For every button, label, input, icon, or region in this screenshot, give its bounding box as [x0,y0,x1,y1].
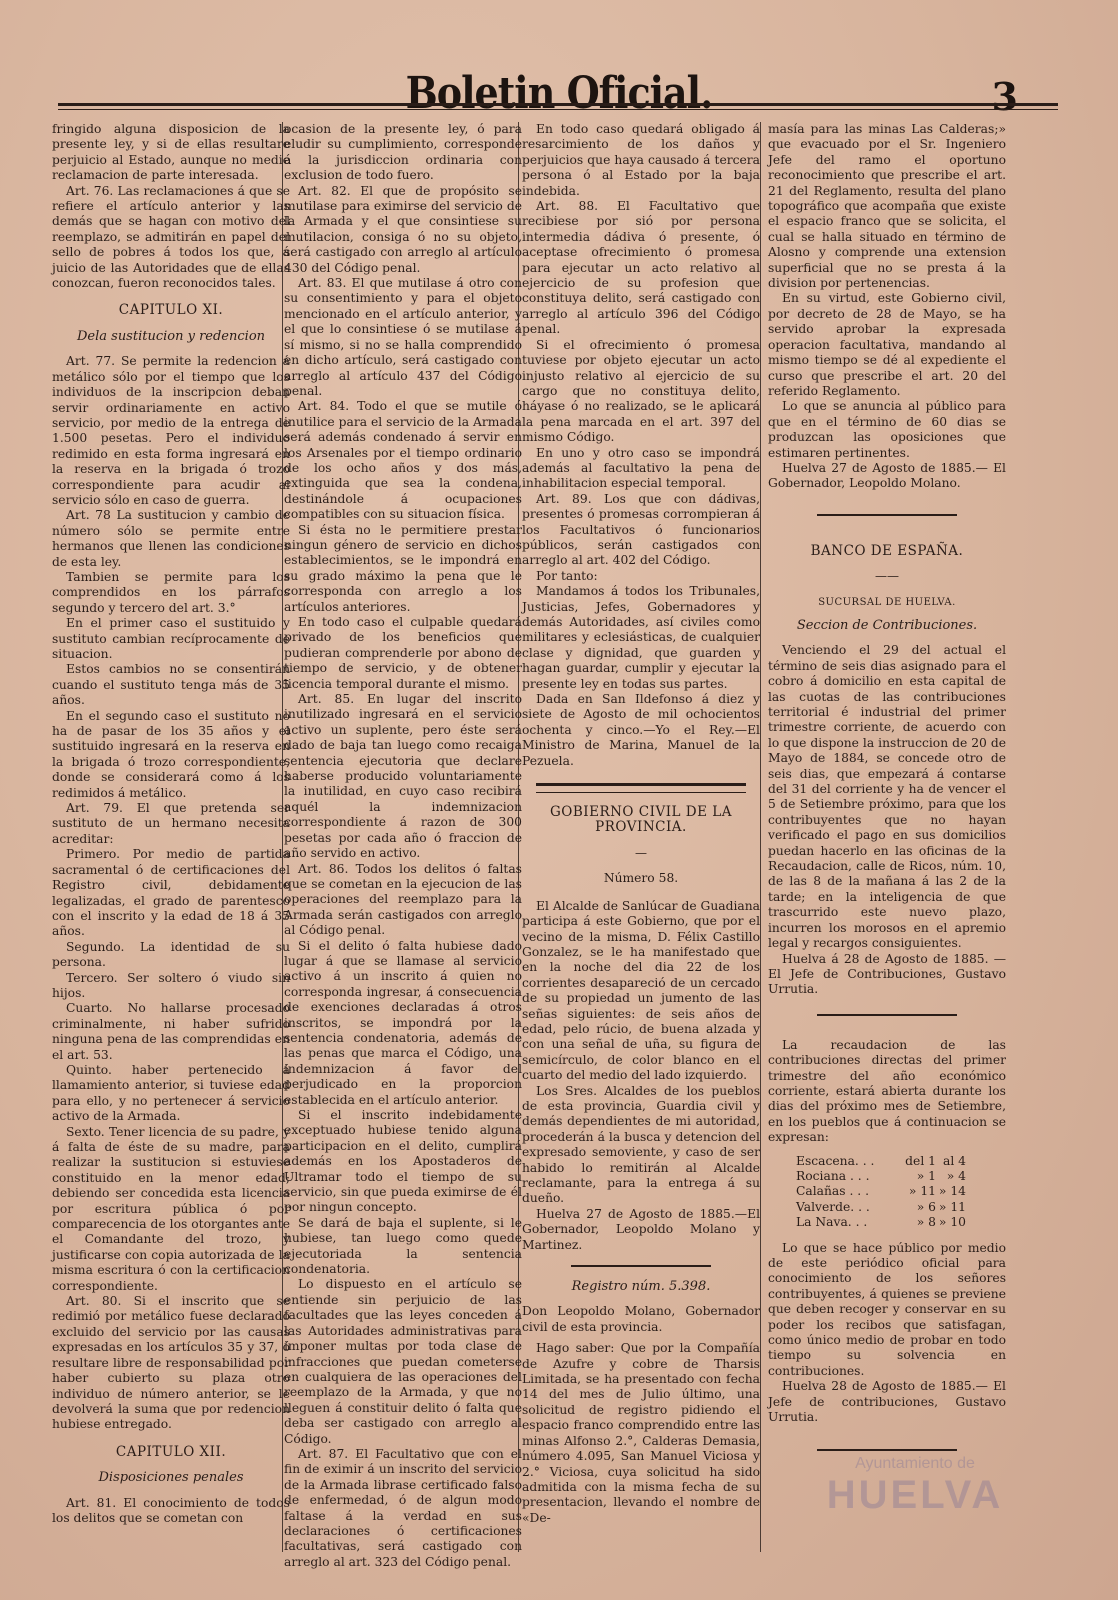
notice-number: Número 58. [603,871,679,886]
paragraph: Si el inscrito indebidamente exceptuado hubiese tenido alguna participacion en el delito, cumplirá además en los Apostaderos de Ultramar todo el tiempo de su servicio, sin que pueda eximirse de él por ningun concepto. [284,1108,522,1215]
paragraph: Quinto. haber pertenecido á llamamiento anterior, si tuviese edad para ello, y no pertenecer á servicio activo de la Armada. [52,1062,290,1124]
dash-separator: — [635,845,647,860]
section-divider [817,1014,957,1016]
section-heading: GOBIERNO CIVIL DE LA PROVINCIA. [550,804,732,836]
town-end-day: » 11 [938,1199,966,1214]
list-item [796,1184,1006,1199]
paragraph: Art. 88. El Facultativo que recibiese por sió por persona intermedia dádiva ó presente, ó aceptase ofrecimiento ó promesa para ejecutar un acto relativo al ejercicio de su profesion que constituya delito, será castigado con arreglo al artículo 396 del Código penal. [522,199,760,337]
chapter-heading: CAPITULO XII. [115,1443,227,1460]
paragraph: En el primer caso el sustituido y sustituto cambian recíprocamente de situacion. [52,616,290,661]
dash-separator: —— [875,569,899,584]
paragraph: Lo que se hace público por medio de este periódico oficial para conocimiento de los señores contribuyentes, á quienes se previene que deben recoger y conservar en su poder los recibos que satisfagan, como único medio de probar en todo tiempo su solvencia en contribuciones. [768,1240,1006,1378]
paragraph: Venciendo el 29 del actual el término de seis dias asignado para el cobro á domicilio en esta capital de las cuotas de las contribuciones territorial é industrial del primer trimestre corriente, de acuerdo con lo que dispone la instruccion de 20 de Mayo de 1884, se concede otro de seis dias, que empezará á contarse del 31 del corriente y ha de vencer el 5 de Setiembre próximo, para que los contribuyentes que no hayan verificado el pago en sus domicilios puedan hacerlo en las oficinas de la Recaudacion, calle de Ricos, núm. 10, de las 8 de la mañana á las 2 de la tarde; en la inteligencia de que trascurrido este nuevo plazo, incurren los morosos en el apremio legal y recargos consiguientes. [768,643,1006,951]
section-subheading: Dela sustitucion y redencion [76,328,266,344]
section-divider [536,783,746,786]
section-subheading: Disposiciones penales [98,1470,244,1486]
town-name: Escacena. . . [796,1153,875,1168]
paragraph: Si el ofrecimiento ó promesa tuviese por objeto ejecutar un acto injusto relativo al ejercicio de su cargo que no constituya delito, háyase ó no realizado, se le aplicará la pena marcada en el art. 397 del mismo Código. [522,337,760,445]
paragraph: Tambien se permite para los comprendidos en los párrafos segundo y tercero del art. 3.° [52,569,290,615]
paragraph: Lo dispuesto en el artículo se entiende sin perjuicio de las facultades que las leyes conceden á las Autoridades administrativas para imponer multas por toda clase de infracciones que puedan cometerse en cualquiera de las operaciones del reemplazo de la Armada, y que no lleguen á constituir delito ó falta que deba ser castigado con arreglo al Código. [284,1277,522,1446]
paragraph: Huelva á 28 de Agosto de 1885. —El Jefe de Contribuciones, Gustavo Urrutia. [768,951,1006,997]
paragraph: Primero. Por medio de partida sacramental ó de certificaciones del Registro civil, debidamente legalizadas, el grado de parentesco con el inscrito y la edad de 18 á 35 años. [52,847,290,939]
town-name: Calañas . . . [796,1184,870,1199]
paragraph: Lo que se anuncia al público para que en el término de 60 dias se produzcan las oposiciones que estimaren pertinentes. [768,399,1006,460]
town-start-day: » 6 [916,1199,936,1214]
paragraph: Art. 81. El conocimiento de todos los delitos que se cometan con [52,1495,290,1525]
header-rule [58,103,1058,106]
section-divider [571,1265,711,1267]
town-end-day: » 14 [938,1184,966,1199]
paragraph: Art. 87. El Facultativo que con el fin de eximir á un inscrito del servicio de la Armada librase certificado falso de enfermedad, ó de algun modo faltase á la verdad en sus declaraciones ó certificaciones facultativas, será castigado con arreglo al art. 323 del Código penal. [284,1446,522,1569]
list-item [796,1169,1006,1184]
paragraph: Mandamos á todos los Tribunales, Justicias, Jefes, Gobernadores y demás Autoridades, así civiles como militares y eclesiásticas, de cualquier clase y dignidad, que guarden y hagan guardar, cumplir y ejecutar la presente ley en todas sus partes. [522,584,760,691]
paragraph: Estos cambios no se consentirán cuando el sustituto tenga más de 35 años. [52,662,290,708]
paragraph: Art. 80. Si el inscrito que se redimió por metálico fuese declarado excluido del servicio por las causas expresadas en los artículos 35 y 37, ó resultare libre de responsabilidad por haber cubierto su plaza otro individuo de número anterior, se le devolverá la suma que por redencion hubiese entregado. [52,1294,290,1432]
town-schedule [796,1154,1006,1231]
paragraph: Art. 82. El que de propósito se mutilase para eximirse del servicio de la Armada y el que consintiese su mutilacion, consiga ó no su objeto, será castigado con arreglo al artículo 430 del Código penal. [284,183,522,275]
paragraph: Cuarto. No hallarse procesado criminalmente, ni haber sufrido ninguna pena de las comprendidas en el art. 53. [52,1001,290,1062]
paragraph: En todo caso el culpable quedará privado de los beneficios que pudieran comprenderle por abono de tiempo de servicio, y de obtener licencia temporal durante el mismo. [284,615,522,691]
column-1 [52,122,290,1526]
paragraph: En uno y otro caso se impondrá además al facultativo la pena de inhabilitacion especial temporal. [522,445,760,491]
paragraph: En todo caso quedará obligado á resarcimiento de los daños y perjuicios que haya causado á tercera persona ó al Estado por la baja indebida. [522,122,760,198]
paragraph: masía para las minas Las Calderas;» que evacuado por el Sr. Ingeniero Jefe del ramo el oportuno reconocimiento que prescribe el art. 21 del Reglamento, resulta del plano topográfico que acompaña que existe el espacio franco que se solicita, el cual se halla situado en término de Alosno y comprende una extension superficial que no se presta á la division por pertenencias. [768,122,1006,291]
column-4 [768,122,1006,1463]
paragraph: Si el delito ó falta hubiese dado lugar á que se llamase al servicio activo á un inscrito á quien no corresponda ingresar, á consecuencia de exenciones declaradas á otros inscritos, se impondrá por la sentencia condenatoria, además de las penas que marca el Código, una indemnizacion á favor del perjudicado en la proporcion establecida en el artículo anterior. [284,938,522,1107]
paragraph: Si ésta no le permitiere prestar ningun género de servicio en dichos establecimientos, se le impondrá en su grado máximo la pena que le corresponda con arreglo a los artículos anteriores. [284,522,522,614]
town-end-day: al 4 [943,1153,966,1168]
paragraph: Sexto. Tener licencia de su padre, y á falta de éste de su madre, para realizar la sustitucion si estuviese constituido en la menor edad; debiendo ser concedida esta licencia por escritura pública ó por comparecencia de los otorgantes ante el Comandante del trozo, y justificarse con copia autorizada de la misma escritura ó con la certificacion correspondiente. [52,1124,290,1293]
paragraph: Por tanto: [536,568,598,583]
paragraph: Art. 83. El que mutilase á otro con su consentimiento y para el objeto mencionado en el artículo anterior, y el que lo consintiese ó se mutilase á sí mismo, si no se halla comprendido en dicho artículo, será castigado con arreglo al artículo 437 del Código penal. [284,276,522,398]
newspaper-title: Boletin Oficial. [405,66,713,119]
paragraph: Hago saber: Que por la Compañía de Azufre y cobre de Tharsis Limitada, se ha presentado con fecha 14 del mes de Julio último, una solicitud de registro pidiendo el espacio franco comprendido entre las minas Alfonso 2.°, Calderas Demasia, número 4.095, San Manuel Viciosa y 2.° Viciosa, cuya solicitud ha sido admitida con la misma fecha de su presentacion, llevando el nombre de «De- [522,1341,760,1525]
town-end-day: » 10 [938,1215,966,1230]
paragraph: Segundo. La identidad de su persona. [52,939,290,970]
paragraph: Art. 84. Todo el que se mutile ó inutilice para el servicio de la Armada será además condenado á servir en los Arsenales por el tiempo ordinario de los ocho años y dos más, extinguida que sea la condena, destinándole á ocupaciones compatibles con su situacion física. [284,399,522,522]
section-subheading: Seccion de Contribuciones. [796,617,978,633]
paragraph: En el segundo caso el sustituto no ha de pasar de los 35 años y el sustituido ingresará en la reserva en la brigada ó trozo correspondiente, donde se considerará como á los redimidos á metálico. [52,708,290,800]
paragraph: Huelva 27 de Agosto de 1885.—El Gobernador, Leopoldo Molano y Martinez. [522,1206,760,1252]
watermark-line: Ayuntamiento de [855,1455,975,1472]
paragraph: Art. 78 La sustitucion y cambio de número sólo se permite entre hermanos que llenen las condiciones de esta ley. [52,508,290,569]
branch-heading: SUCURSAL DE HUELVA. [818,596,956,608]
paragraph: Art. 85. En lugar del inscrito inutilizado ingresará en el servicio activo un suplente, pero éste será dado de baja tan luego como recaiga sentencia ejecutoria que declare haberse producido voluntariamente la inutilidad, en cuyo caso recibirá aquél la indemnizacion correspondiente á razon de 300 pesetas por cada año ó fraccion de año servido en activo. [284,692,522,861]
town-name: Valverde. . . [796,1199,870,1214]
town-name: La Nava. . . [796,1215,868,1230]
town-name: Rociana . . . [796,1168,870,1183]
town-start-day: del 1 [905,1153,936,1168]
registry-number: Registro núm. 5.398. [571,1279,711,1295]
list-item [796,1215,1006,1230]
town-start-day: » 8 [916,1215,936,1230]
list-item [796,1200,1006,1215]
header-rule-thin [58,109,1058,110]
section-divider-thin [536,792,746,793]
paragraph: Se dará de baja el suplente, si le hubiese, tan luego como quede ejecutoriada la sentencia condenatoria. [284,1215,522,1277]
paragraph: Huelva 28 de Agosto de 1885.— El Jefe de contribuciones, Gustavo Urrutia. [768,1379,1006,1425]
section-heading: BANCO DE ESPAÑA. [810,542,964,559]
paragraph: fringido alguna disposicion de la presente ley, y si de ellas resultare perjuicio al Estado, aunque no medie reclamacion de parte interesada. [52,122,290,183]
paragraph: Art. 89. Los que con dádivas, presentes ó promesas corrompieran á los Facultativos ó funcionarios públicos, serán castigados con arreglo al art. 402 del Código. [522,491,760,568]
paragraph: Art. 76. Las reclamaciones á que se refiere el artículo anterior y las demás que se hagan con motivo del reemplazo, se admitirán en papel del sello de pobres á todos los que, á juicio de las Autoridades que de ellas conozcan, fueron reconocidos tales. [52,183,290,291]
paragraph: El Alcalde de Sanlúcar de Guadiana participa á este Gobierno, que por el vecino de la misma, D. Félix Castillo Gonzalez, se le ha manifestado que en la noche del dia 22 de los corrientes desapareció de un cercado de su propiedad un jumento de las señas siguientes: de seis años de edad, pelo rúcio, de buena alzada y con una señal de uña, su figura de semicírculo, de color blanco en el cuarto del medio del lado izquierdo. [522,898,760,1083]
paragraph: Tercero. Ser soltero ó viudo sin hijos. [52,970,290,1000]
page-number: 3 [991,74,1018,119]
list-item [796,1154,1006,1169]
paragraph: Don Leopoldo Molano, Gobernador civil de esta provincia. [522,1304,760,1334]
section-divider [817,1449,957,1451]
paragraph: Dada en San Ildefonso á diez y siete de Agosto de mil ochocientos ochenta y cinco.—Yo el Rey.—El Ministro de Marina, Manuel de la Pezuela. [522,692,760,768]
masthead [0,62,1118,122]
town-end-day: » 4 [946,1168,966,1183]
paragraph: En su virtud, este Gobierno civil, por decreto de 28 de Mayo, se ha servido aprobar la expresada operacion facultativa, mandando al mismo tiempo se dé al expediente el curso que prescribe el art. 20 del referido Reglamento. [768,291,1006,398]
chapter-heading: CAPITULO XI. [118,302,224,319]
town-start-day: » 11 [908,1184,936,1199]
paragraph: ocasion de la presente ley, ó para eludir su cumplimiento, corresponde á la jurisdiccion ordinaria con exclusion de todo fuero. [284,122,522,183]
watermark-line: HUELVA [826,1473,1004,1517]
paragraph: La recaudacion de las contribuciones directas del primer trimestre del año económico corriente, estará abierta durante los dias del próximo mes de Setiembre, en los pueblos que á continuacion se expresan: [768,1037,1006,1145]
paragraph: Art. 77. Se permite la redencion á metálico sólo por el tiempo que los individuos de la inscripcion deban servir ordinariamente en activo servicio, por medio de la entrega de 1.500 pesetas. Pero el individuo redimido en esta forma ingresará en la reserva en la brigada ó trozo correspondiente para acudir al servicio sólo en caso de guerra. [52,354,290,507]
section-divider [817,514,957,516]
column-divider [760,122,761,1552]
column-3 [522,122,760,1526]
paragraph: Art. 79. El que pretenda ser sustituto de un hermano necesita acreditar: [52,801,290,846]
archive-watermark [790,1455,1040,1518]
column-2 [284,122,522,1570]
town-start-day: » 1 [916,1168,936,1183]
paragraph: Huelva 27 de Agosto de 1885.— El Gobernador, Leopoldo Molano. [768,460,1006,491]
paragraph: Los Sres. Alcaldes de los pueblos de esta provincia, Guardia civil y demás dependientes de mi autoridad, procederán á la busca y detencion del expresado semoviente, y caso de ser habido lo remitirán al Alcalde reclamante, para la entrega á su dueño. [522,1083,760,1206]
paragraph: Art. 86. Todos los delitos ó faltas que se cometan en la ejecucion de las operaciones del reemplazo para la Armada serán castigados con arreglo al Código penal. [284,861,522,938]
